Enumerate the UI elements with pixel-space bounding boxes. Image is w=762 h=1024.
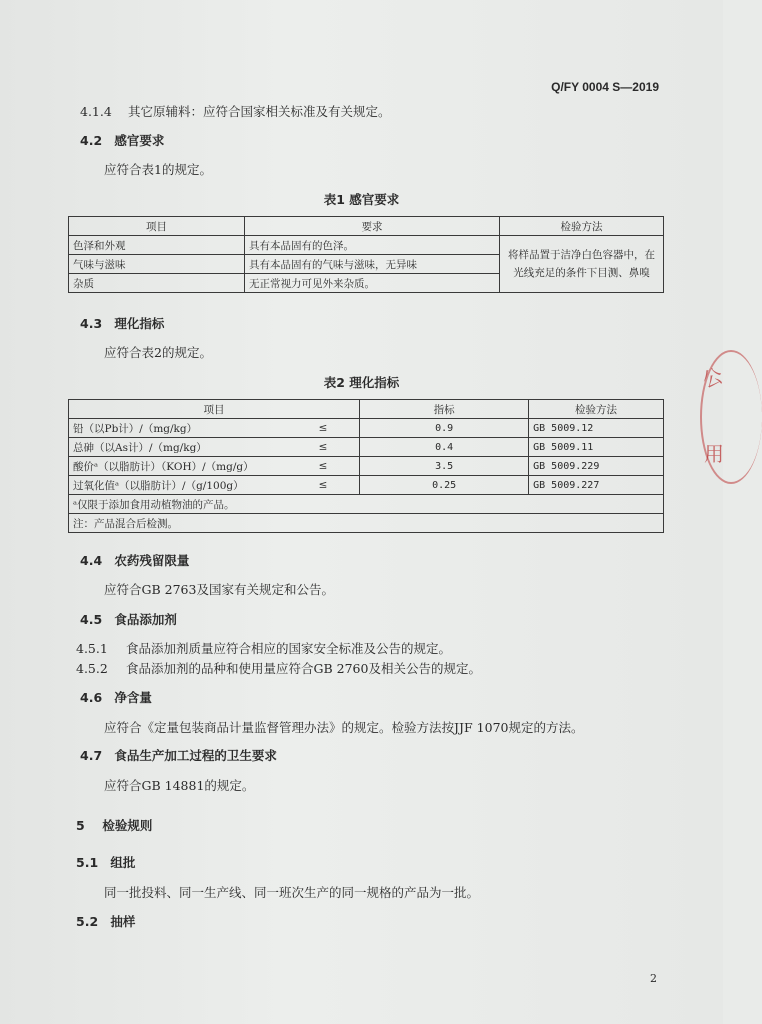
table2-method: GB 5009.11 (529, 438, 664, 457)
paragraph-4-3: 应符合表2的规定。 (104, 345, 212, 360)
clause-number: 4.5.2 (76, 661, 108, 676)
heading-title: 理化指标 (114, 316, 165, 331)
heading-5 (76, 816, 152, 834)
heading-number: 4.2 (80, 133, 103, 148)
table2-physicochemical (68, 399, 664, 533)
table2-item: 铅（以Pb计）/（mg/kg） (69, 419, 288, 438)
heading-title: 农药残留限量 (114, 553, 190, 568)
stamp-char: 用 (704, 442, 724, 466)
table2-item: 总砷（以As计）/（mg/kg） (69, 438, 288, 457)
table1-cell: 具有本品固有的色泽。 (245, 236, 500, 255)
table2-header-item: 项目 (69, 400, 360, 419)
table2-value: 3.5 (360, 457, 529, 476)
clause-4-5-2 (76, 659, 481, 677)
table1-caption: 表1 感官要求 (323, 192, 400, 207)
heading-number: 5.2 (76, 914, 99, 929)
table2-operator: ≤ (287, 457, 360, 476)
heading-4-7 (80, 746, 277, 764)
heading-number: 5 (76, 818, 85, 833)
clause-number: 4.5.1 (76, 641, 108, 656)
table2-caption: 表2 理化指标 (323, 375, 400, 390)
heading-number: 4.5 (80, 612, 103, 627)
clause-number: 4.1.4 (80, 104, 112, 119)
stamp-char: 公 (699, 363, 727, 393)
heading-title: 食品添加剂 (114, 612, 177, 627)
table2-method: GB 5009.227 (529, 476, 664, 495)
table1-cell: 具有本品固有的气味与滋味，无异味 (245, 255, 500, 274)
heading-title: 食品生产加工过程的卫生要求 (114, 748, 277, 763)
table2-operator: ≤ (287, 476, 360, 495)
heading-5-2 (76, 912, 135, 930)
table2-footnote: ᵃ仅限于添加食用动植物油的产品。 (69, 495, 664, 514)
table2-item: 酸价ᵃ（以脂肪计）（KOH）/（mg/g） (69, 457, 288, 476)
heading-4-2 (80, 131, 164, 149)
heading-title: 净含量 (114, 690, 152, 705)
heading-number: 4.7 (80, 748, 103, 763)
clause-text: 食品添加剂的品种和使用量应符合GB 2760及相关公告的规定。 (125, 661, 481, 676)
heading-title: 抽样 (110, 914, 136, 929)
clause-text: 其它原辅料：应符合国家相关标准及有关规定。 (127, 104, 391, 119)
table1-header-item: 项目 (69, 217, 245, 236)
heading-4-6 (80, 688, 152, 706)
heading-number: 4.4 (80, 553, 103, 568)
table-row (69, 419, 664, 438)
table-row (69, 476, 664, 495)
table2-header-limit: 指标 (360, 400, 529, 419)
paragraph-4-4: 应符合GB 2763及国家有关规定和公告。 (104, 582, 334, 597)
heading-4-5 (80, 610, 177, 628)
heading-5-1 (76, 853, 135, 871)
table2-value: 0.9 (360, 419, 529, 438)
page-number: 2 (650, 972, 657, 985)
table2-operator: ≤ (287, 438, 360, 457)
table2-operator: ≤ (287, 419, 360, 438)
table2-item: 过氧化值ᵃ（以脂肪计）/（g/100g） (69, 476, 288, 495)
table1-cell: 杂质 (69, 274, 245, 293)
table-row (69, 438, 664, 457)
table1-cell: 无正常视力可见外来杂质。 (245, 274, 500, 293)
table1-cell: 气味与滋味 (69, 255, 245, 274)
heading-title: 检验规则 (102, 818, 153, 833)
heading-number: 4.6 (80, 690, 103, 705)
table2-header-method: 检验方法 (529, 400, 664, 419)
table1-header-method: 检验方法 (500, 217, 664, 236)
table-row (69, 457, 664, 476)
table2-method: GB 5009.229 (529, 457, 664, 476)
table2-value: 0.25 (360, 476, 529, 495)
table-row (69, 236, 664, 255)
heading-4-3 (80, 314, 164, 332)
paragraph-4-6: 应符合《定量包装商品计量监督管理办法》的规定。检验方法按JJF 1070规定的方法。 (104, 720, 584, 735)
paragraph-4-2: 应符合表1的规定。 (104, 162, 212, 177)
heading-4-4 (80, 551, 189, 569)
table2-method: GB 5009.12 (529, 419, 664, 438)
heading-number: 4.3 (80, 316, 103, 331)
table2-value: 0.4 (360, 438, 529, 457)
table1-cell: 色泽和外观 (69, 236, 245, 255)
table1-sensory (68, 216, 664, 293)
clause-4-1-4 (80, 102, 391, 120)
table2-note: 注：产品混合后检测。 (69, 514, 664, 533)
table1-header-requirement: 要求 (245, 217, 500, 236)
clause-4-5-1 (76, 639, 451, 657)
clause-text: 食品添加剂质量应符合相应的国家安全标准及公告的规定。 (125, 641, 451, 656)
paragraph-5-1: 同一批投料、同一生产线、同一班次生产的同一规格的产品为一批。 (104, 885, 480, 900)
heading-number: 5.1 (76, 855, 99, 870)
paragraph-4-7: 应符合GB 14881的规定。 (104, 778, 255, 793)
document-code: Q/FY 0004 S—2019 (551, 80, 659, 94)
heading-title: 组批 (110, 855, 136, 870)
table1-method-cell: 将样品置于洁净白色容器中，在光线充足的条件下目测、鼻嗅 (500, 236, 664, 293)
heading-title: 感官要求 (114, 133, 165, 148)
